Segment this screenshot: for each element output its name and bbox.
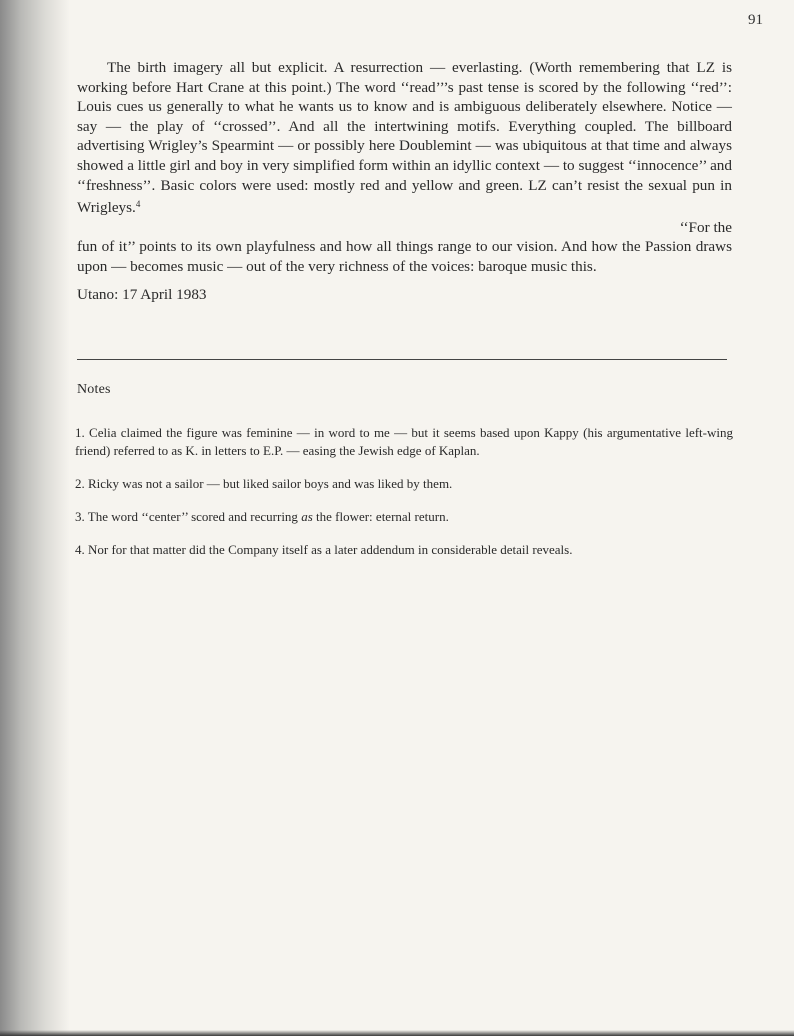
body-text: [77, 58, 732, 277]
note-3-text-end: the flower: eternal return.: [312, 509, 449, 524]
note-reference-4: 4: [135, 199, 141, 210]
paragraph-2: [77, 218, 732, 277]
page-number: 91: [748, 12, 763, 28]
note-3-text-start: 3. The word ‘‘center’’ scored and recurring: [75, 509, 302, 524]
paragraph-2-lead: ‘‘For the: [679, 218, 732, 236]
paragraph-1-text: The birth imagery all but explicit. A resurrection — everlasting. (Worth remembering that LZ is working before Hart Crane at this point.) The word ‘‘read’’’s past tense is scored by the following ‘‘red’’: Louis cues us generally to what he wants us to know and is ambiguous deliberately elsewhere. Notice — say — the play of ‘‘crossed’’. And all the intertwining motifs. Everything coupled. The billboard advertising Wrigley’s Spearmint — or possibly here Doublemint — was ubiquitous at that time and always showed a little girl and boy in very simplified form within an idyllic context — to suggest ‘‘innocence’’ and ‘‘freshness’’. Basic colors were used: mostly red and yellow and green. LZ can’t resist the sexual pun in Wrigleys.: [77, 59, 732, 217]
note-1: 1. Celia claimed the figure was feminine — in word to me — but it seems based upon Kappy (his argumentative left-wing friend) referred to as K. in letters to E.P. — easing the Jewish edge of Kaplan.: [75, 425, 733, 458]
notes-heading: Notes: [77, 382, 111, 397]
paragraph-2-text: fun of it’’ points to its own playfulness and how all things range to our vision. And how the Passion draws upon — becomes music — out of the very richness of the voices: baroque music this.: [77, 238, 732, 275]
note-3-italic: as: [301, 509, 313, 524]
dateline: Utano: 17 April 1983: [77, 286, 207, 303]
page-bottom-edge: [0, 1030, 794, 1036]
book-gutter-shadow: [0, 0, 70, 1036]
note-3: [75, 508, 733, 526]
paragraph-1: [77, 58, 732, 218]
note-4: 4. Nor for that matter did the Company itself as a later addendum in considerable detail reveals.: [75, 542, 573, 557]
notes-list: [75, 424, 733, 574]
notes-divider: [77, 359, 727, 360]
note-2: 2. Ricky was not a sailor — but liked sailor boys and was liked by them.: [75, 476, 453, 491]
